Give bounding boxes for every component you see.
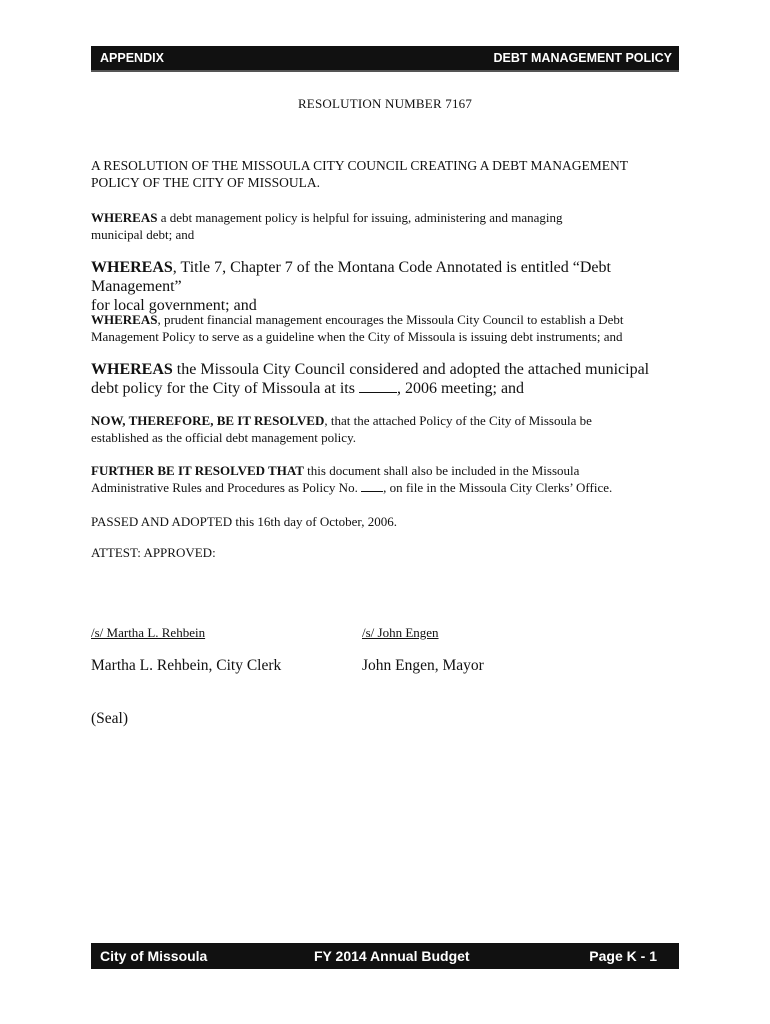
intro-paragraph <box>91 157 681 191</box>
resolved-text: , that the attached Policy of the City of Missoula be <box>324 413 592 428</box>
header-left-label: APPENDIX <box>100 51 164 65</box>
clerk-name: Martha L. Rehbein, City Clerk <box>91 657 282 674</box>
page-header-bar <box>91 46 679 72</box>
date-blank-line <box>359 381 397 393</box>
page-footer-bar <box>91 943 679 969</box>
whereas-text: municipal debt; and <box>91 227 195 242</box>
intro-line-2: POLICY OF THE CITY OF MISSOULA. <box>91 175 321 190</box>
intro-line-1: A RESOLUTION OF THE MISSOULA CITY COUNCIL CREATING A DEBT MANAGEMENT <box>91 158 629 173</box>
seal-label: (Seal) <box>91 710 129 727</box>
policy-number-blank-line <box>361 480 383 492</box>
further-text: Administrative Rules and Procedures as Policy No. <box>91 480 362 495</box>
footer-center-label: FY 2014 Annual Budget <box>314 948 470 964</box>
clerk-signature: /s/ Martha L. Rehbein <box>91 625 206 640</box>
footer-page-number: Page K - 1 <box>589 948 657 964</box>
resolved-lead: NOW, THEREFORE, BE IT RESOLVED <box>91 413 325 428</box>
now-therefore-paragraph <box>91 412 681 446</box>
header-right-label: DEBT MANAGEMENT POLICY <box>493 51 672 65</box>
whereas-paragraph-2 <box>91 258 681 315</box>
further-resolved-paragraph <box>91 462 681 496</box>
passed-line: PASSED AND ADOPTED this 16th day of October, 2006. <box>91 514 397 529</box>
whereas-lead: WHEREAS <box>91 259 173 276</box>
whereas-text: for local government; and <box>91 297 257 314</box>
whereas-paragraph-4 <box>91 360 681 398</box>
whereas-lead: WHEREAS <box>91 361 173 378</box>
whereas-text: debt policy for the City of Missoula at its <box>91 380 359 397</box>
whereas-lead: WHEREAS <box>91 312 158 327</box>
whereas-text: the Missoula City Council considered and adopted the attached municipal <box>172 361 650 378</box>
whereas-lead: WHEREAS <box>91 210 158 225</box>
further-lead: FURTHER BE IT RESOLVED THAT <box>91 463 304 478</box>
further-text: , on file in the Missoula City Clerks’ Office. <box>383 480 613 495</box>
mayor-name: John Engen, Mayor <box>362 657 484 674</box>
attest-line: ATTEST: APPROVED: <box>91 545 216 560</box>
footer-left-label: City of Missoula <box>100 948 208 964</box>
whereas-text: , 2006 meeting; and <box>396 380 525 397</box>
resolved-text: established as the official debt management policy. <box>91 430 356 445</box>
whereas-paragraph-1 <box>91 209 681 243</box>
whereas-text: a debt management policy is helpful for issuing, administering and managing <box>157 210 563 225</box>
whereas-paragraph-3 <box>91 311 681 345</box>
whereas-text: Management Policy to serve as a guideline when the City of Missoula is issuing debt instruments; and <box>91 329 623 344</box>
further-text: this document shall also be included in the Missoula <box>303 463 580 478</box>
whereas-text: , prudent financial management encourages the Missoula City Council to establish a Debt <box>157 312 624 327</box>
whereas-text: , Title 7, Chapter 7 of the Montana Code Annotated is entitled “Debt Management” <box>91 259 611 295</box>
mayor-signature: /s/ John Engen <box>362 625 439 640</box>
resolution-title: RESOLUTION NUMBER 7167 <box>297 96 473 111</box>
